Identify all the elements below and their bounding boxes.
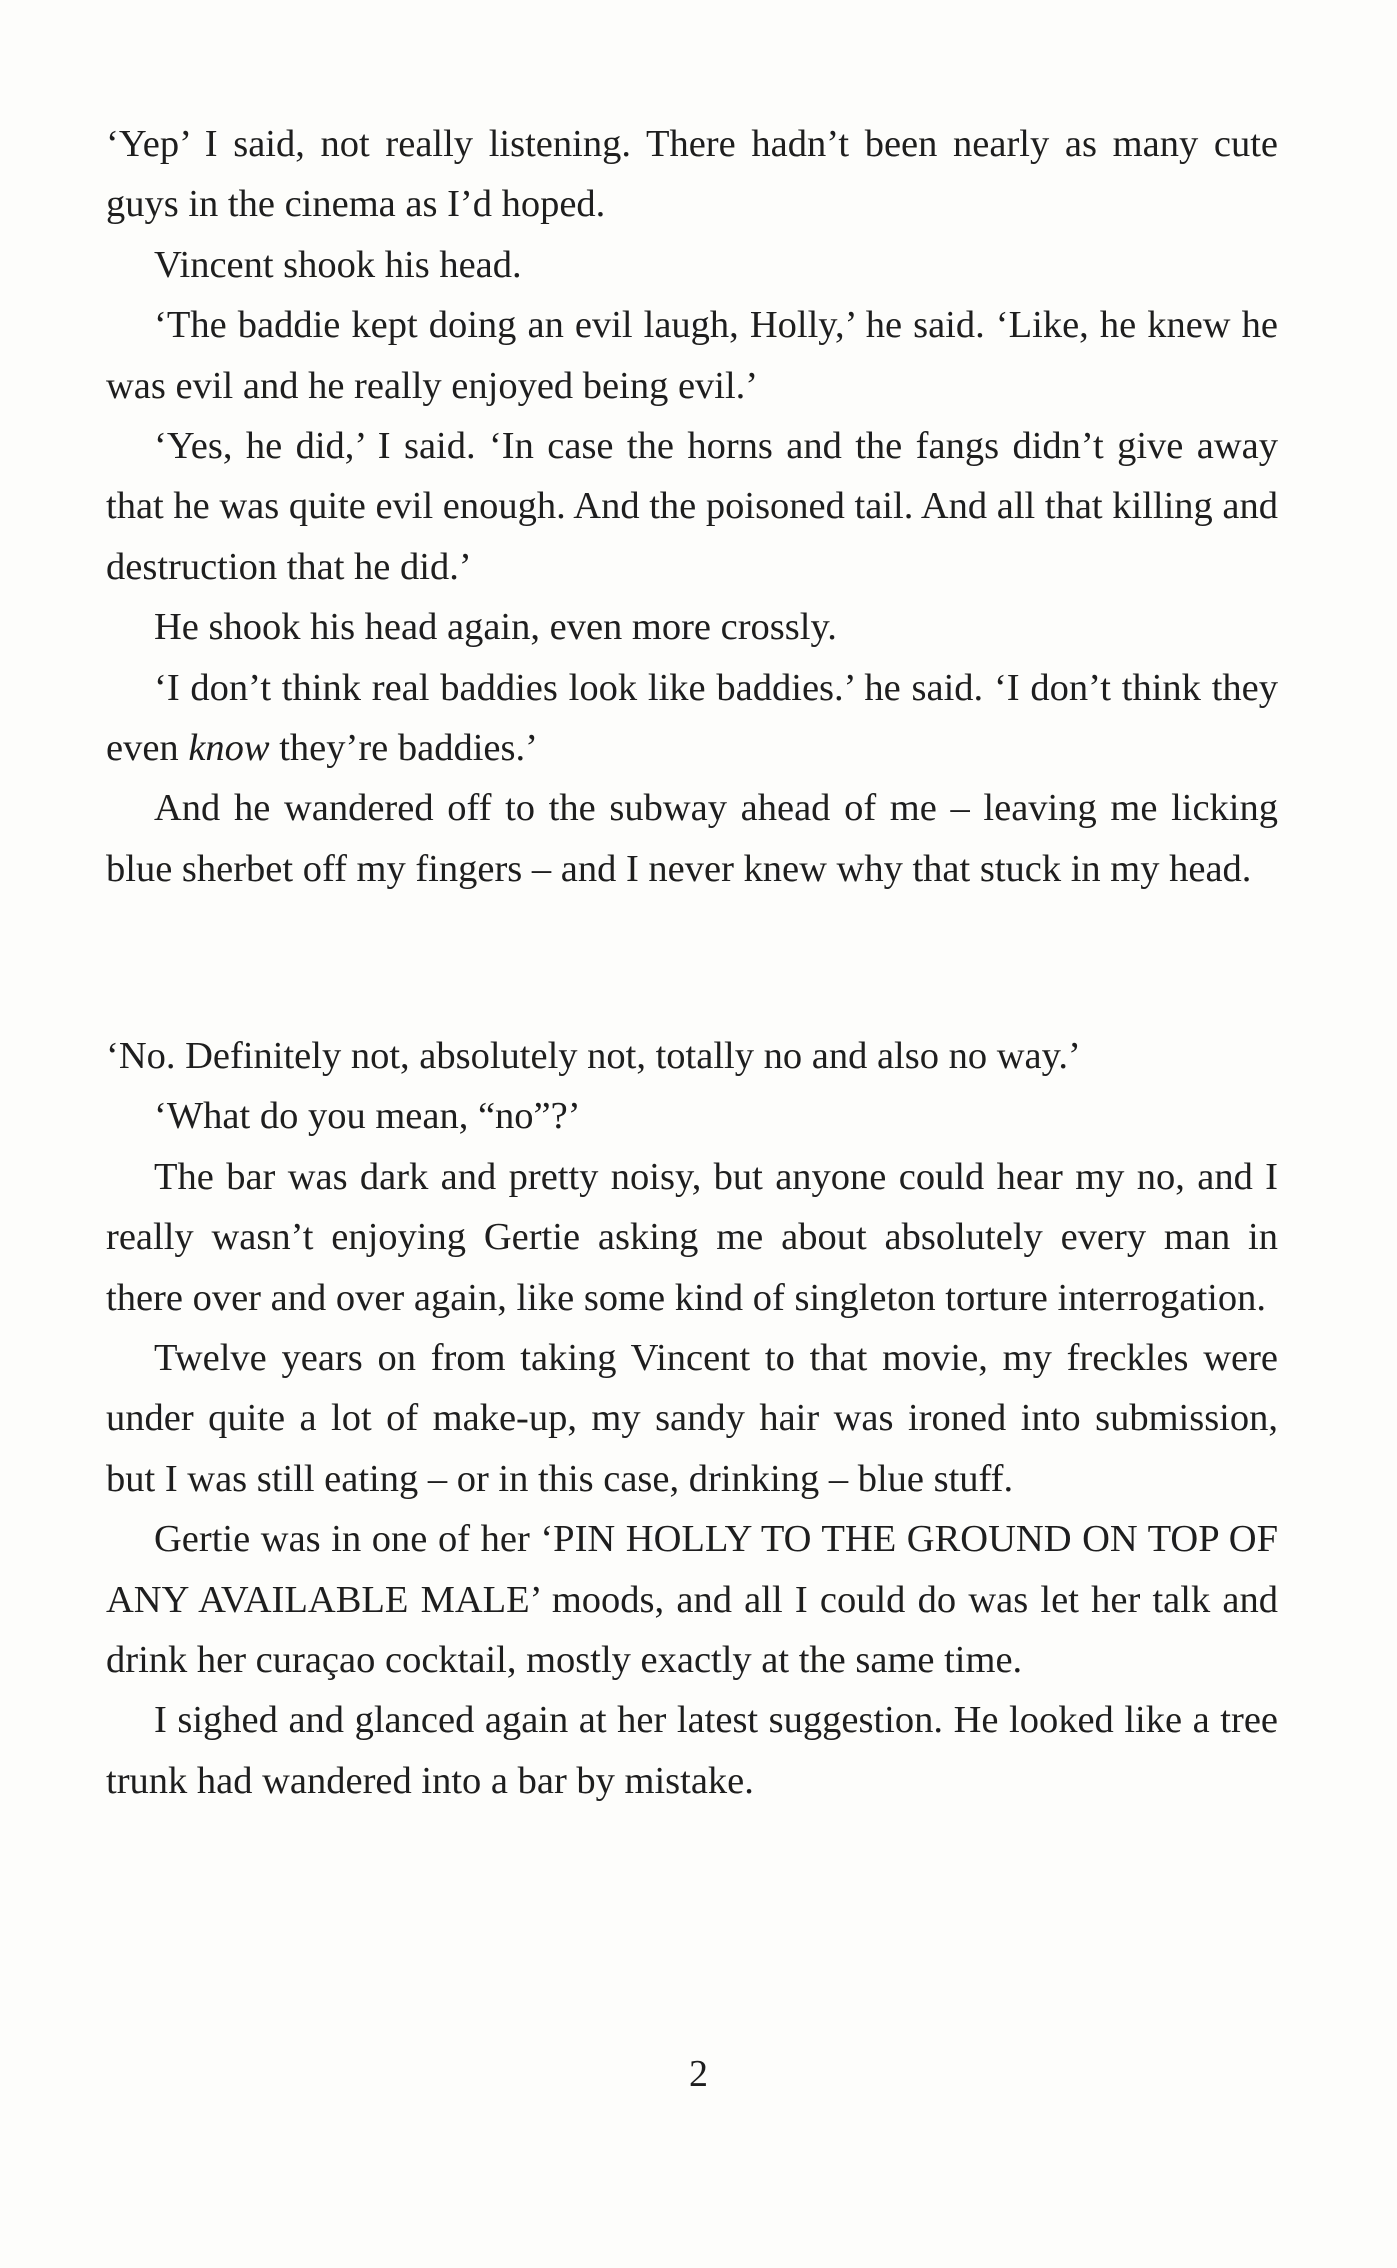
- paragraph: [106, 658, 1278, 779]
- emphasized-word: know: [188, 727, 270, 770]
- paragraph: I sighed and glanced again at her latest suggestion. He looked like a tree trunk had wandered into a bar by mistake.: [106, 1699, 1278, 1802]
- paragraph: He shook his head again, even more crossly.: [154, 606, 837, 649]
- paragraph: ‘Yes, he did,’ I said. ‘In case the horns and the fangs didn’t give away that he was quite evil enough. And the poisoned tail. And all that killing and destruction that he did.’: [106, 425, 1278, 588]
- paragraph: And he wandered off to the subway ahead of me – leaving me licking blue sherbet off my fingers – and I never knew why that stuck in my head.: [106, 787, 1278, 890]
- paragraph: ‘What do you mean, “no”?’: [154, 1095, 581, 1138]
- section-one: [106, 114, 1278, 899]
- paragraph: ‘No. Definitely not, absolutely not, totally no and also no way.’: [106, 1035, 1081, 1077]
- paragraph: ‘The baddie kept doing an evil laugh, Holly,’ he said. ‘Like, he knew he was evil and he really enjoyed being evil.’: [106, 304, 1278, 407]
- paragraph-text: ‘I don’t think real baddies look like baddies.’ he said. ‘I don’t think they even: [106, 666, 1278, 770]
- paragraph: ‘Yep’ I said, not really listening. There hadn’t been nearly as many cute guys in the cinema as I’d hoped.: [106, 123, 1278, 226]
- paragraph: Gertie was in one of her ‘PIN HOLLY TO THE GROUND ON TOP OF ANY AVAILABLE MALE’ moods, and all I could do was let her talk and drink her curaçao cocktail, mostly exactly at the same time.: [106, 1518, 1278, 1682]
- paragraph: Twelve years on from taking Vincent to that movie, my freckles were under quite a lot of make-up, my sandy hair was ironed into submission, but I was still eating – or in this case, drinking – blue stuff.: [106, 1337, 1278, 1500]
- paragraph-text: they’re baddies.’: [269, 727, 538, 770]
- paragraph: The bar was dark and pretty noisy, but anyone could hear my no, and I really wasn’t enjoying Gertie asking me about absolutely every man in there over and over again, like some kind of singleton torture interrogation.: [106, 1155, 1278, 1319]
- section-two: [106, 1026, 1278, 1811]
- page-number: 2: [689, 2053, 708, 2095]
- paragraph: Vincent shook his head.: [154, 243, 522, 286]
